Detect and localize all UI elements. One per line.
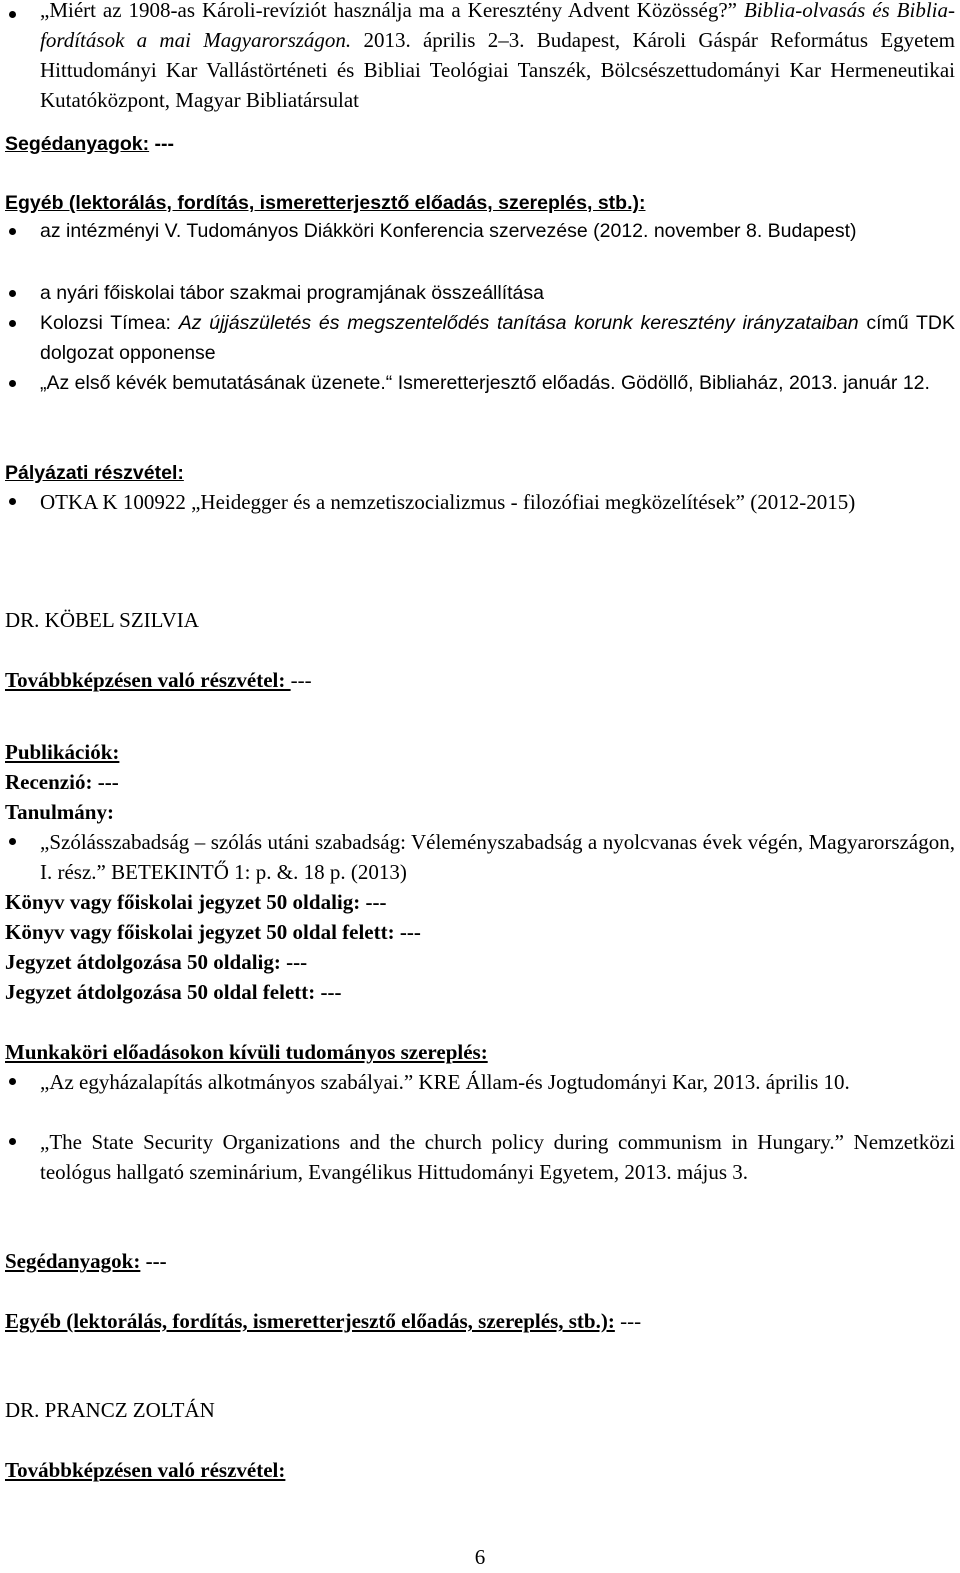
tovabbkepzes-heading-prancz: Továbbképzésen való részvétel: [5,1458,286,1482]
segedanyagok-heading: Segédanyagok: --- [5,133,175,155]
person-name-prancz: DR. PRANCZ ZOLTÁN [5,1398,215,1422]
bullet-icon [9,498,16,505]
egyeb-item-opponens: Kolozsi Tímea: Az újjászületés és megszentelődés tanítása korunk keresztény irányzataiban című TDK dolgozat opponense [40,312,955,364]
munkakori-item-egyhazalapitas: „Az egyházalapítás alkotmányos szabályai.” KRE Állam-és Jogtudományi Kar, 2013. április 10. [40,1070,850,1094]
egyeb-heading: Egyéb (lektorálás, fordítás, ismeretterjesztő előadás, szereplés, stb.): [5,192,646,214]
page-number: 6 [474,1545,486,1569]
tovabbkepzes-heading: Továbbképzésen való részvétel: --- [5,668,312,692]
egyeb-item-tabor: a nyári főiskolai tábor szakmai programjának összeállítása [40,282,544,304]
tanulmany-item: „Szólásszabadság – szólás utáni szabadság: Véleményszabadság a nyolcvanas évek végén, Magyarországon, I. rész.” BETEKINTŐ 1: p. &. 18 p. (2013) [40,830,955,884]
person-name-kobel: DR. KÖBEL SZILVIA [5,608,199,632]
jegyzet-50-alatt: Jegyzet átdolgozása 50 oldalig: --- [5,950,308,974]
bullet-icon [9,1138,16,1145]
bullet-icon [9,838,16,845]
palyazati-heading: Pályázati részvétel: [5,462,184,484]
segedanyagok-heading-kobel: Segédanyagok: --- [5,1249,167,1273]
bullet-icon [9,320,16,327]
munkakori-item-state-security: „The State Security Organizations and the church policy during communism in Hungary.” Nemzetközi teológus hallgató szeminárium, Evangélikus Hittudományi Egyetem, 2013. május 3. [40,1130,955,1184]
bullet-icon [9,11,16,18]
bullet-icon [9,1078,16,1085]
jegyzet-50-felett: Jegyzet átdolgozása 50 oldal felett: --- [5,980,342,1004]
konyv-50-alatt: Könyv vagy főiskolai jegyzet 50 oldalig: --- [5,890,387,914]
bullet-icon [9,380,16,387]
publikaciok-heading: Publikációk: [5,740,120,764]
tanulmany-heading: Tanulmány: [5,800,114,824]
egyeb-heading-kobel: Egyéb (lektorálás, fordítás, ismeretterjesztő előadás, szereplés, stb.): --- [5,1309,642,1333]
palyazati-item: OTKA K 100922 „Heidegger és a nemzetiszocializmus - filozófiai megközelítések” (2012-2015) [40,490,856,514]
konyv-50-felett: Könyv vagy főiskolai jegyzet 50 oldal felett: --- [5,920,421,944]
egyeb-item-tdk: az intézményi V. Tudományos Diákköri Konferencia szervezése (2012. november 8. Budapest) [40,220,857,242]
conference-item: „Miért az 1908-as Károli-revíziót használja ma a Keresztény Advent Közösség?” Biblia-olvasás és Biblia-fordítások a mai Magyarországon. 2013. április 2–3. Budapest, Károli Gáspár Református Egyetem Hittudományi Kar Vallástörténeti és Bibliai Teológiai Tanszék, Bölcsészettudományi Kar Hermeneutikai Kutatóközpont, Magyar Bibliatársulat [40,0,955,112]
egyeb-item-eloadas: „Az első kévék bemutatásának üzenete.“ Ismeretterjesztő előadás. Gödöllő, Bibliaház, 2013. január 12. [40,372,930,394]
recenzio-line: Recenzió: --- [5,770,119,794]
bullet-icon [9,290,16,297]
munkakori-heading: Munkaköri előadásokon kívüli tudományos szereplés: [5,1040,488,1064]
bullet-icon [9,228,16,235]
